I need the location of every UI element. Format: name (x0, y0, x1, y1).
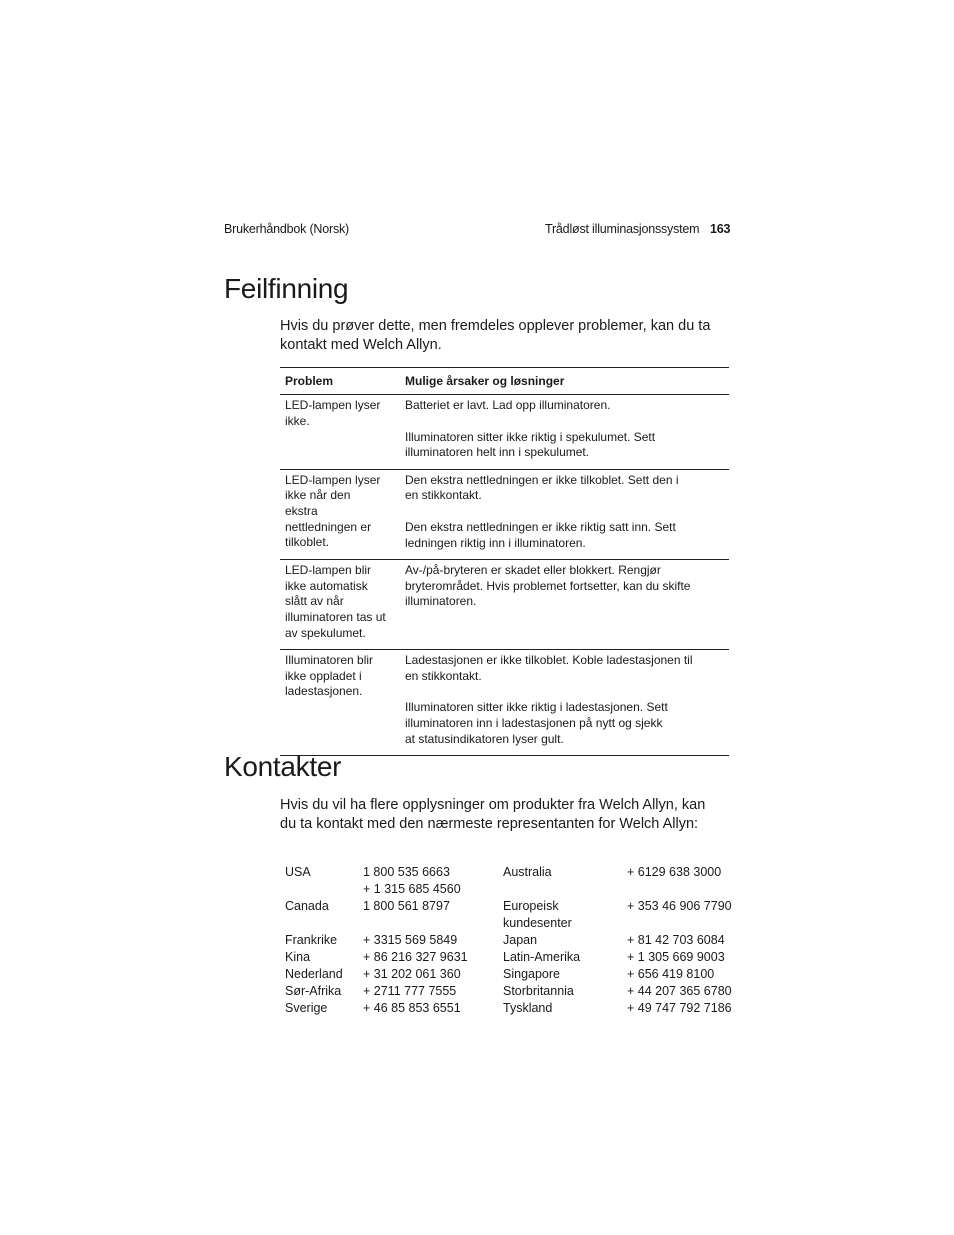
running-header-left: Brukerhåndbok (Norsk) (224, 222, 350, 236)
contact-row (285, 898, 737, 932)
problem-cell: LED-lampen lyser ikke. (285, 398, 381, 428)
section-intro-feilfinning: Hvis du prøver dette, men fremdeles opplever problemer, kan du ta kontakt med Welch Allyn. (280, 318, 711, 353)
section-title-kontakter: Kontakter (224, 751, 342, 782)
contact-row (285, 1000, 737, 1017)
contact-row (285, 966, 737, 983)
country: Tyskland (503, 1001, 553, 1015)
table-header-problem: Problem (285, 374, 334, 388)
country (503, 881, 627, 898)
page-number: 163 (710, 222, 731, 236)
phone: + 86 216 327 9631 (363, 950, 468, 964)
phone: 1 800 535 6663 (363, 865, 450, 879)
country: Sør-Afrika (285, 984, 342, 998)
country: Australia (503, 865, 552, 879)
country: Singapore (503, 967, 560, 981)
country: Kina (285, 950, 311, 964)
country: Storbritannia (503, 984, 574, 998)
phone: + 81 42 703 6084 (627, 933, 725, 947)
section-title-feilfinning: Feilfinning (224, 273, 349, 304)
table-row (280, 470, 729, 560)
problem-cell: Illuminatoren blir ikke oppladet i ladestasjonen. (285, 653, 374, 699)
table-row (280, 560, 729, 650)
phone: + 656 419 8100 (627, 967, 715, 981)
troubleshooting-table (280, 367, 729, 756)
phone: + 49 747 792 7186 (627, 1001, 732, 1015)
table-header-row (280, 368, 729, 395)
running-header-right: Trådløst illuminasjonssystem (545, 222, 700, 236)
phone: + 2711 777 7555 (363, 984, 457, 998)
phone: + 31 202 061 360 (363, 967, 461, 981)
country (285, 881, 363, 898)
country: Canada (285, 899, 329, 913)
country: Japan (503, 933, 538, 947)
phone: + 353 46 906 7790 (627, 899, 732, 913)
country: Frankrike (285, 933, 338, 947)
solution-text: Den ekstra nettledningen er ikke riktig satt inn. Sett ledningen riktig inn i illuminatoren. (405, 519, 676, 550)
table-row (280, 395, 729, 470)
phone: + 6129 638 3000 (627, 865, 722, 879)
contact-row (285, 983, 737, 1000)
table-header-solutions: Mulige årsaker og løsninger (405, 374, 565, 388)
contact-row (285, 881, 737, 898)
solution-text: Illuminatoren sitter ikke riktig i spekulumet. Sett illuminatoren helt inn i spekulumet. (405, 429, 656, 460)
section-intro-kontakter: Hvis du vil ha flere opplysninger om produkter fra Welch Allyn, kan du ta kontakt med den nærmeste representanten for Welch Allyn: (280, 797, 706, 832)
country: Europeisk kundesenter (503, 899, 572, 930)
solution-text: Av-/på-bryteren er skadet eller blokkert. Rengjør bryterområdet. Hvis problemet fortsetter, kan du skifte illuminatoren. (405, 563, 691, 609)
problem-cell: LED-lampen lyser ikke når den ekstra nettledningen er tilkoblet. (285, 472, 381, 550)
country: Nederland (285, 967, 343, 981)
country: Sverige (285, 1001, 328, 1015)
contact-row (285, 864, 737, 881)
country: Latin-Amerika (503, 950, 581, 964)
phone: 1 800 561 8797 (363, 899, 450, 913)
problem-cell: LED-lampen blir ikke automatisk slått av når illuminatoren tas ut av spekulumet. (285, 563, 386, 640)
solution-text: Batteriet er lavt. Lad opp illuminatoren. (405, 398, 611, 412)
phone: + 3315 569 5849 (363, 933, 458, 947)
phone: + 44 207 365 6780 (627, 984, 732, 998)
contacts-table (285, 864, 737, 1017)
solution-text: Ladestasjonen er ikke tilkoblet. Koble ladestasjonen til en stikkontakt. (405, 653, 693, 683)
solution-cell (405, 473, 729, 551)
solution-cell (405, 398, 729, 461)
phone: + 1 315 685 4560 (363, 882, 461, 896)
solution-cell (405, 653, 729, 747)
contact-row (285, 932, 737, 949)
solution-text: Den ekstra nettledningen er ikke tilkoblet. Sett den i en stikkontakt. (405, 472, 679, 503)
contact-row (285, 949, 737, 966)
phone: + 46 85 853 6551 (363, 1001, 461, 1015)
phone: + 1 305 669 9003 (627, 950, 725, 964)
solution-cell (405, 563, 729, 641)
country: USA (285, 865, 311, 879)
table-row (280, 650, 729, 756)
phone (627, 881, 737, 898)
solution-text: Illuminatoren sitter ikke riktig i ladestasjonen. Sett illuminatoren inn i ladestasjonen på nytt og sjekk at statusindikatoren lyser gult. (405, 700, 668, 746)
